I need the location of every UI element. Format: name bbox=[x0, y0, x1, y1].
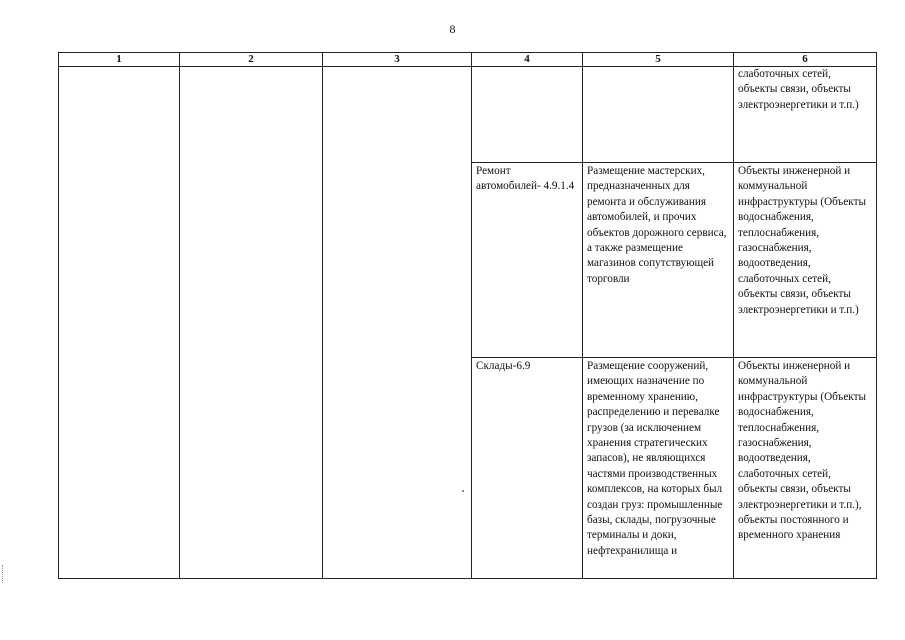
table-cell: Склады-6.9 bbox=[472, 358, 583, 579]
table-header-row bbox=[59, 53, 877, 67]
table-cell bbox=[583, 67, 734, 163]
table-cell: Объекты инженерной и коммунальной инфраструктуры (Объекты водоснабжения, теплоснабжения, газоснабжения, водоотведения, слаботочных сетей, объекты связи, объекты электроэнергетики и т.п.), объекты постоянного и временного хранения bbox=[734, 358, 877, 579]
scan-artifact bbox=[2, 565, 6, 583]
table-cell-col3 bbox=[323, 67, 472, 579]
scan-speck bbox=[462, 490, 464, 492]
table-cell: Размещение сооружений, имеющих назначение по временному хранению, распределению и перевалке грузов (за исключением хранения стратегических запасов), не являющихся частями производственных комплексов, на которых был создан груз: промышленные базы, склады, погрузочные терминалы и доки, нефтехранилища и bbox=[583, 358, 734, 579]
table-cell: Размещение мастерских, предназначенных для ремонта и обслуживания автомобилей, и прочих объектов дорожного сервиса, а также размещение магазинов сопутствующей торговли bbox=[583, 163, 734, 358]
column-header: 6 bbox=[734, 53, 877, 67]
table-cell bbox=[472, 67, 583, 163]
table-cell: слаботочных сетей, объекты связи, объекты электроэнергетики и т.п.) bbox=[734, 67, 877, 163]
page-number: 8 bbox=[449, 22, 456, 36]
column-header: 5 bbox=[583, 53, 734, 67]
table-cell: Объекты инженерной и коммунальной инфраструктуры (Объекты водоснабжения, теплоснабжения, газоснабжения, водоотведения, слаботочных сетей, объекты связи, объекты электроэнергетики и т.п.) bbox=[734, 163, 877, 358]
table-cell: Ремонт автомобилей- 4.9.1.4 bbox=[472, 163, 583, 358]
column-header: 4 bbox=[472, 53, 583, 67]
table-row bbox=[59, 67, 877, 163]
table-cell-col2 bbox=[180, 67, 323, 579]
table-cell-col1 bbox=[59, 67, 180, 579]
column-header: 1 bbox=[59, 53, 180, 67]
zoning-table bbox=[58, 52, 877, 579]
column-header: 2 bbox=[180, 53, 323, 67]
column-header: 3 bbox=[323, 53, 472, 67]
